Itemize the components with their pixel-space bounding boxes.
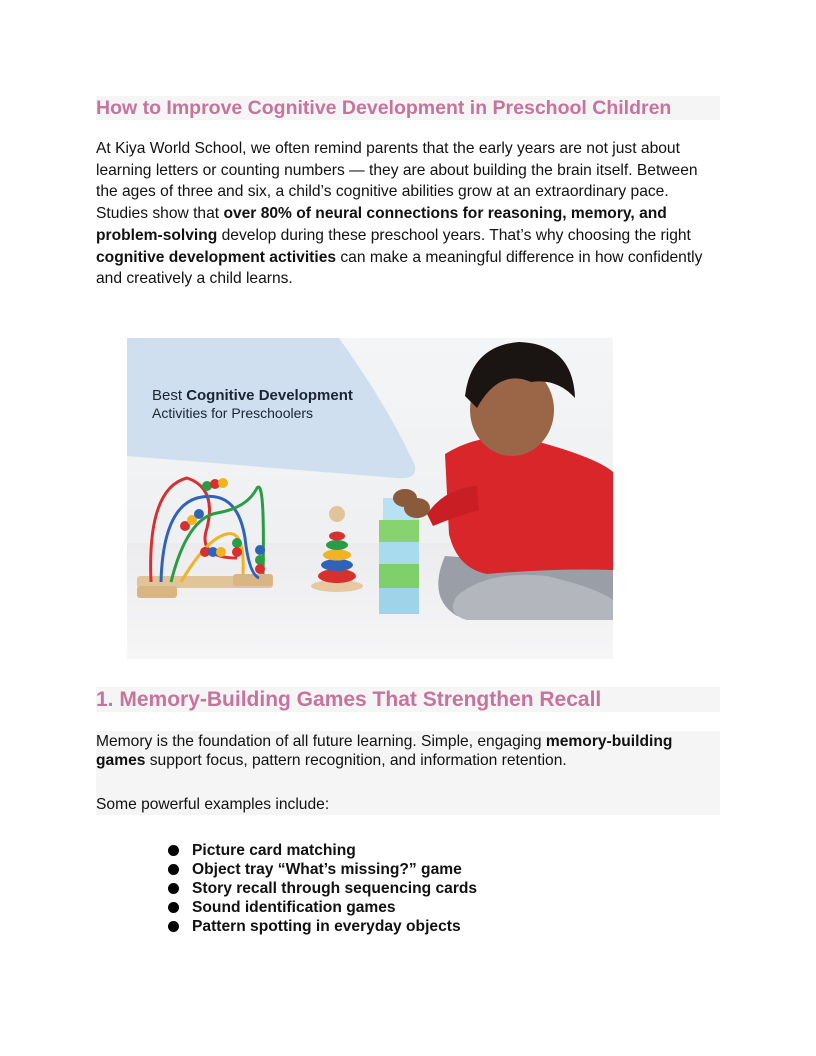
list-item-label: Story recall through sequencing cards xyxy=(192,879,478,897)
intro-text-3: can make a meaningful difference in how confidently and creatively a child learns. xyxy=(96,248,703,288)
figure-caption-line2: Activities for Preschoolers xyxy=(152,405,314,421)
bullet-icon xyxy=(168,902,179,913)
intro-text-2: develop during these preschool years. That’s why choosing the right xyxy=(217,226,691,244)
bullet-icon xyxy=(168,864,179,875)
bullet-icon xyxy=(168,845,179,856)
section-text-bold: memory-building games xyxy=(96,733,673,769)
examples-list xyxy=(168,841,477,936)
list-item-label: Object tray “What’s missing?” game xyxy=(192,860,462,878)
intro-bold-1: over 80% of neural connections for reasoning, memory, and problem-solving xyxy=(96,205,667,244)
list-item xyxy=(168,879,477,898)
figure-caption-bold: Cognitive Development xyxy=(186,387,353,404)
section-text-start: Memory is the foundation of all future learning. Simple, engaging xyxy=(96,733,546,750)
intro-paragraph xyxy=(96,138,720,290)
list-item xyxy=(168,898,477,917)
list-item xyxy=(168,860,477,879)
list-item-label: Picture card matching xyxy=(192,841,356,859)
intro-bold-2: cognitive development activities xyxy=(96,248,337,266)
list-item-label: Pattern spotting in everyday objects xyxy=(192,917,461,935)
bullet-icon xyxy=(168,883,179,894)
page-title: How to Improve Cognitive Development in Preschool Children xyxy=(96,97,672,119)
article-image xyxy=(127,338,613,659)
section-text-end: support focus, pattern recognition, and information retention. xyxy=(145,752,567,769)
examples-intro: Some powerful examples include: xyxy=(96,796,330,813)
bullet-icon xyxy=(168,921,179,932)
svg-text:Best Cognitive Development xyxy=(152,387,353,404)
list-item-label: Sound identification games xyxy=(192,898,396,916)
section-paragraph xyxy=(96,732,716,770)
figure-caption-prefix: Best xyxy=(152,387,187,404)
section-heading: 1. Memory-Building Games That Strengthen Recall xyxy=(96,687,720,712)
list-item xyxy=(168,841,477,860)
list-item xyxy=(168,917,477,936)
intro-text-1: At Kiya World School, we often remind parents that the early years are not just about learning letters or counting numbers — they are about building the brain itself. Between the ages of three and six, a child’s cognitive abilities grow at an extraordinary pace. Studies show that xyxy=(96,140,698,223)
